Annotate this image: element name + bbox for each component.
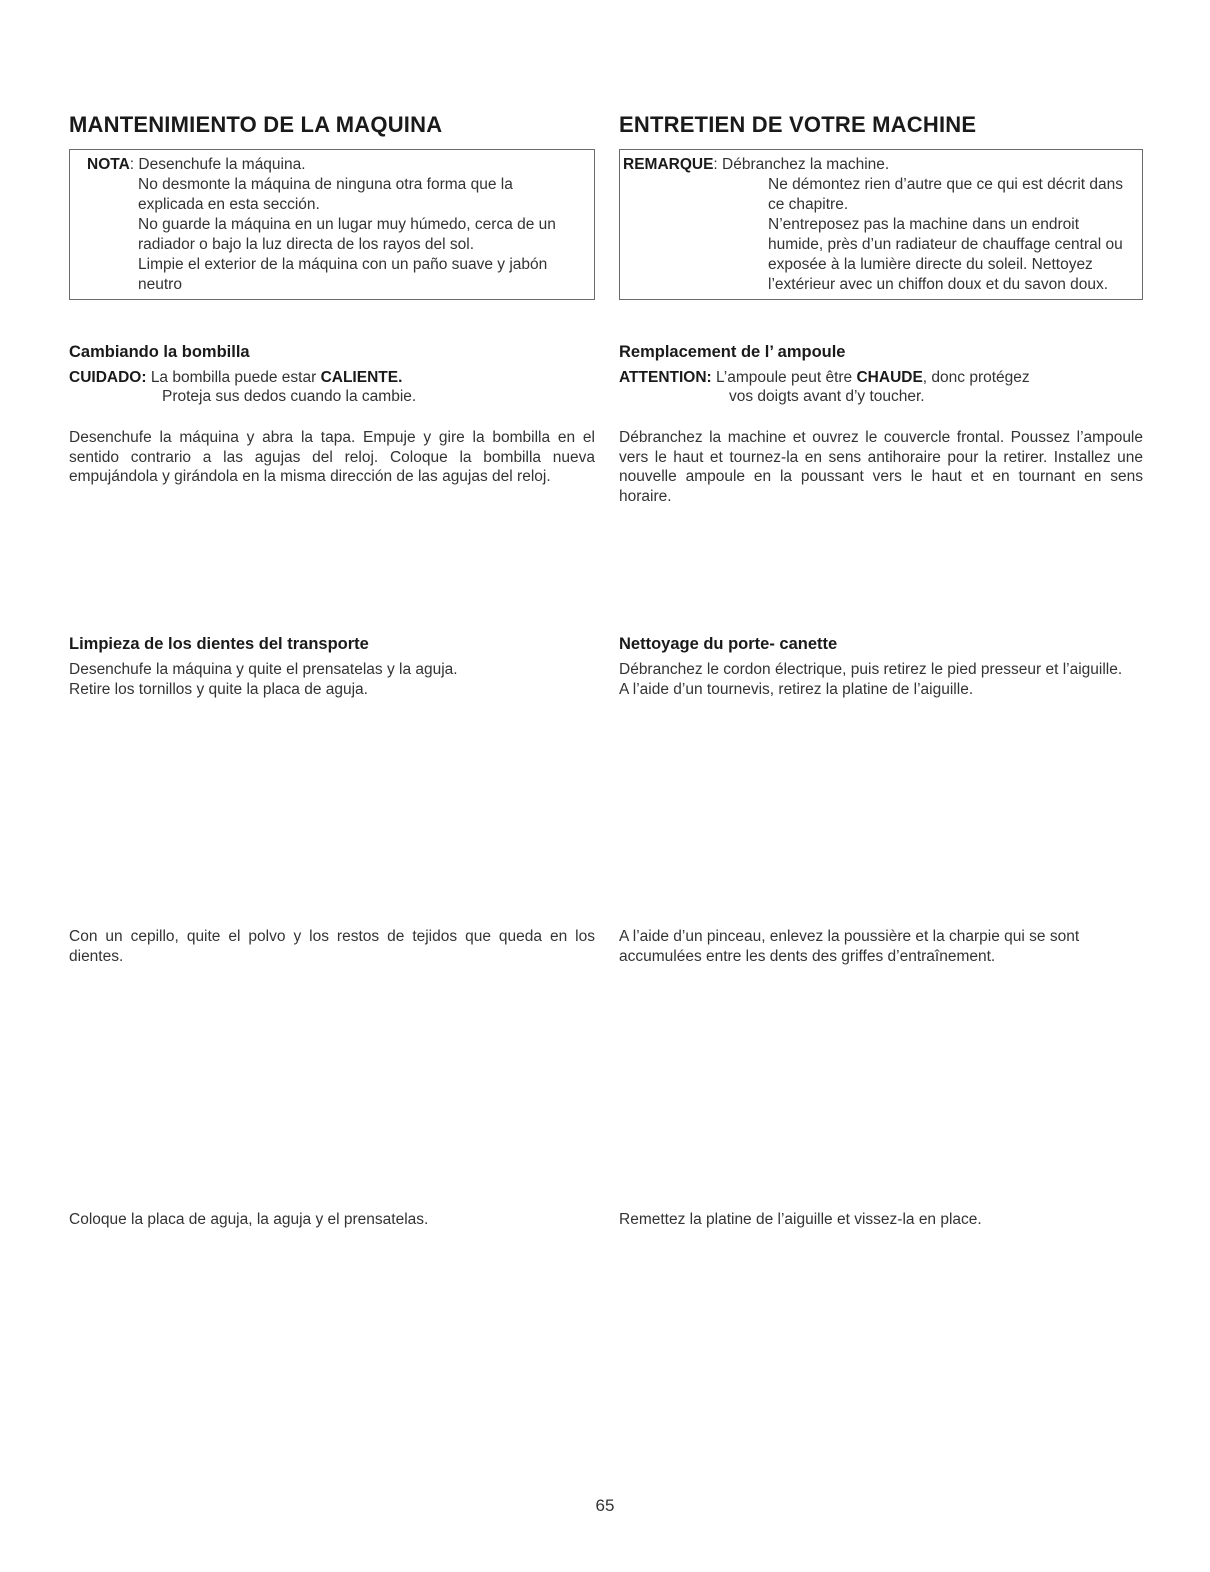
spanish-note-line2: No desmonte la máquina de ninguna otra forma que la explicada en esta sección. <box>138 176 513 213</box>
french-feed-line1: Débranchez le cordon électrique, puis retirez le pied presseur et l’aiguille. <box>619 661 1123 678</box>
french-feed-brush: A l’aide d’un pinceau, enlevez la poussière et la charpie qui se sont accumulées entre les dents des griffes d’entraînement. <box>619 928 1080 965</box>
page-number: 65 <box>595 1496 615 1515</box>
spanish-note-label: NOTA <box>87 156 130 173</box>
spanish-bulb-heading: Cambiando la bombilla <box>69 343 250 361</box>
french-feed-line2: A l’aide d’un tournevis, retirez la platine de l’aiguille. <box>619 680 974 698</box>
french-note-line2: Ne démontez rien d’autre que ce qui est décrit dans ce chapitre. <box>768 176 1123 213</box>
french-title: ENTRETIEN DE VOTRE MACHINE <box>619 112 977 137</box>
spanish-caution-line2: Proteja sus dedos cuando la cambie. <box>162 388 417 405</box>
spanish-note-line1: NOTA: Desenchufe la máquina. <box>87 156 306 173</box>
spanish-feed-replace: Coloque la placa de aguja, la aguja y el prensatelas. <box>69 1211 429 1228</box>
spanish-note-box <box>69 149 595 300</box>
spanish-feed-line1: Desenchufe la máquina y quite el prensatelas y la aguja. <box>69 661 458 678</box>
spanish-feed-line2: Retire los tornillos y quite la placa de aguja. <box>69 680 368 698</box>
french-caution-hot: CHAUDE <box>856 369 923 386</box>
french-note-line1: REMARQUE: Débranchez la machine. <box>623 156 890 173</box>
spanish-caution-hot: CALIENTE. <box>320 369 403 386</box>
french-note-box <box>619 149 1143 300</box>
spanish-feed-brush: Con un cepillo, quite el polvo y los restos de tejidos que queda en los dientes. <box>69 928 595 965</box>
french-note-body <box>623 175 1134 295</box>
spanish-bulb-body: Desenchufe la máquina y abra la tapa. Empuje y gire la bombilla en el sentido contrario a las agujas del reloj. Coloque la bombilla nueva empujándola y girándola en la misma dirección de las agujas del reloj. <box>69 429 595 485</box>
french-caution-label: ATTENTION: <box>619 369 712 386</box>
spanish-caution-label: CUIDADO: <box>69 369 147 386</box>
french-bulb-body: Débranchez la machine et ouvrez le couvercle frontal. Poussez l’ampoule vers le haut et tournez-la en sens antihoraire pour la retirer. Installez une nouvelle ampoule en la poussant vers le haut et en tournant en sens horaire. <box>619 429 1143 505</box>
spanish-feed-steps <box>69 660 595 699</box>
french-caution-line2: vos doigts avant d’y toucher. <box>729 388 925 405</box>
spanish-note-body <box>87 175 582 295</box>
spanish-bulb-caution: CUIDADO: La bombilla puede estar CALIENTE. Proteja sus dedos cuando la cambie. <box>69 368 595 406</box>
french-note-label: REMARQUE <box>623 156 714 173</box>
spanish-title: MANTENIMIENTO DE LA MAQUINA <box>69 112 443 137</box>
french-bulb-caution: ATTENTION: L’ampoule peut être CHAUDE, donc protégez vos doigts avant d’y toucher. <box>619 368 1143 406</box>
spanish-feed-heading: Limpieza de los dientes del transporte <box>69 635 369 653</box>
spanish-note-line3: No guarde la máquina en un lugar muy húmedo, cerca de un radiador o bajo la luz directa de los rayos del sol. <box>138 216 556 253</box>
spanish-note-line4: Limpie el exterior de la máquina con un paño suave y jabón neutro <box>138 256 548 293</box>
french-note-line3: N’entreposez pas la machine dans un endroit humide, près d’un radiateur de chauffage central ou exposée à la lumière directe du soleil. Nettoyez l’extérieur avec un chiffon doux et du savon doux. <box>768 216 1123 293</box>
french-feed-heading: Nettoyage du porte- canette <box>619 635 838 653</box>
french-bulb-heading: Remplacement de l’ ampoule <box>619 343 846 361</box>
french-feed-steps <box>619 660 1143 699</box>
french-feed-replace: Remettez la platine de l’aiguille et vissez-la en place. <box>619 1211 982 1228</box>
